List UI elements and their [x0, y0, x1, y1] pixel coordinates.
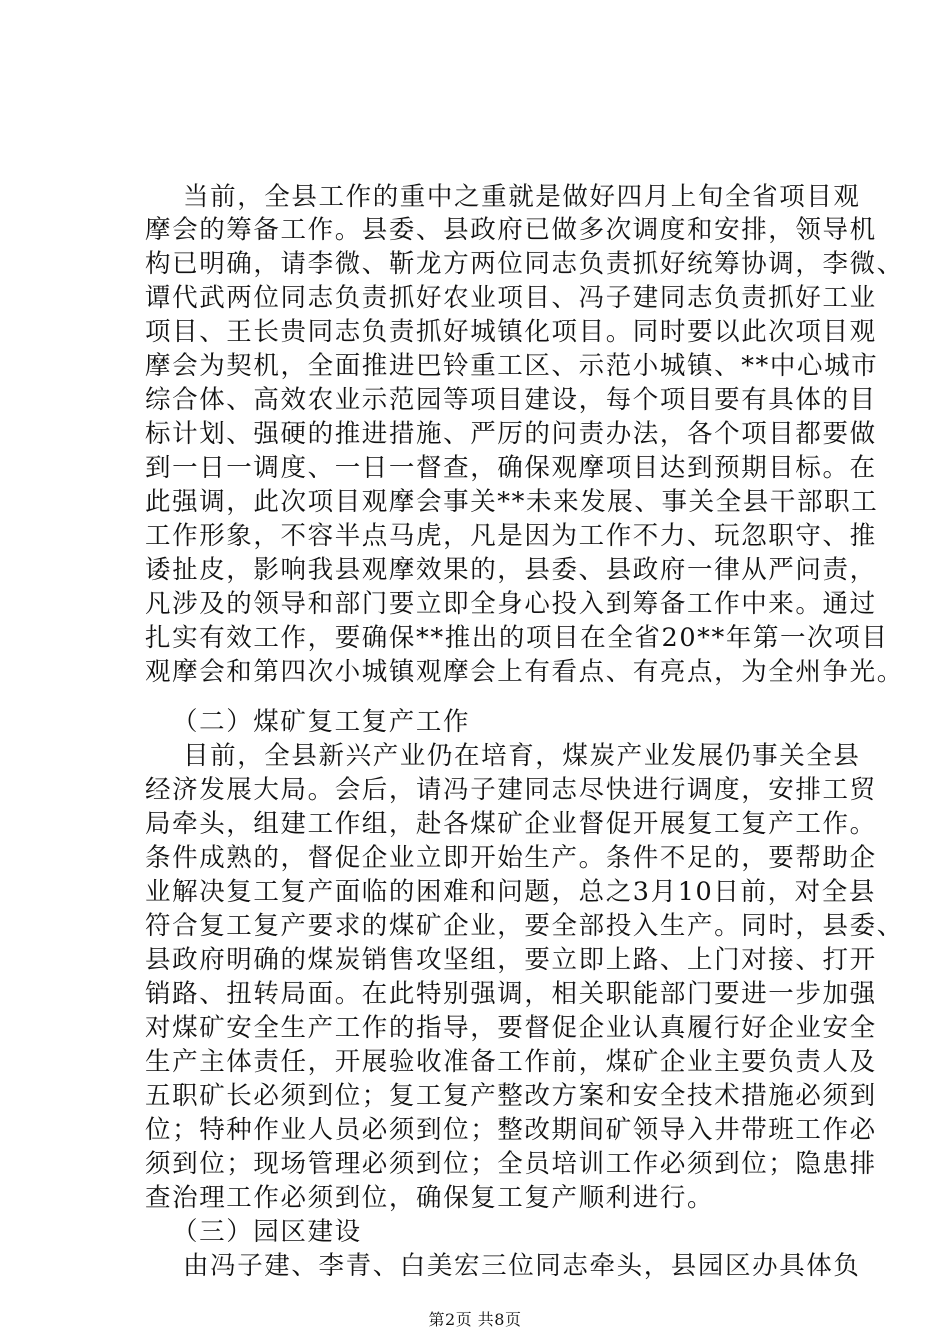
- body-text-line: 生产主体责任，开展验收准备工作前，煤矿企业主要负责人及: [145, 1047, 877, 1077]
- body-text-line: 销路、扭转局面。在此特别强调，相关职能部门要进一步加强: [145, 979, 877, 1009]
- body-text-line: （三）园区建设: [172, 1217, 362, 1247]
- body-text-line: 凡涉及的领导和部门要立即全身心投入到筹备工作中来。通过: [145, 589, 877, 619]
- body-text-line: 县政府明确的煤炭销售攻坚组，要立即上路、上门对接、打开: [145, 945, 877, 975]
- body-text-line: 摩会为契机，全面推进巴铃重工区、示范小城镇、**中心城市: [145, 351, 879, 381]
- body-text-line: 五职矿长必须到位；复工复产整改方案和安全技术措施必须到: [145, 1081, 877, 1111]
- body-text-line: 经济发展大局。会后，请冯子建同志尽快进行调度，安排工贸: [145, 775, 877, 805]
- body-text-line: 位；特种作业人员必须到位；整改期间矿领导入井带班工作必: [145, 1115, 877, 1145]
- body-text-line: （二）煤矿复工复产工作: [172, 707, 471, 737]
- body-text-line: 构已明确，请李微、靳龙方两位同志负责抓好统筹协调，李微、: [145, 249, 904, 279]
- body-text-line: 项目、王长贵同志负责抓好城镇化项目。同时要以此次项目观: [145, 317, 877, 347]
- body-text-line: 观摩会和第四次小城镇观摩会上有看点、有亮点，为全州争光。: [145, 657, 904, 687]
- body-text-line: 到一日一调度、一日一督查，确保观摩项目达到预期目标。在: [145, 453, 877, 483]
- body-text-line: 此强调，此次项目观摩会事关**未来发展、事关全县干部职工: [145, 487, 879, 517]
- body-text-line: 条件成熟的，督促企业立即开始生产。条件不足的，要帮助企: [145, 843, 877, 873]
- body-text-line: 目前，全县新兴产业仍在培育，煤炭产业发展仍事关全县: [183, 741, 861, 771]
- page-footer: 第2页 共8页: [428, 1310, 522, 1329]
- body-text-line: 谭代武两位同志负责抓好农业项目、冯子建同志负责抓好工业: [145, 283, 877, 313]
- body-text-line: 查治理工作必须到位，确保复工复产顺利进行。: [145, 1183, 715, 1213]
- body-text-line: 须到位；现场管理必须到位；全员培训工作必须到位；隐患排: [145, 1149, 877, 1179]
- body-text-line: 当前，全县工作的重中之重就是做好四月上旬全省项目观: [183, 182, 861, 212]
- body-text-line: 诿扯皮，影响我县观摩效果的，县委、县政府一律从严问责，: [145, 555, 877, 585]
- body-text-line: 摩会的筹备工作。县委、县政府已做多次调度和安排，领导机: [145, 215, 877, 245]
- body-text-line: 符合复工复产要求的煤矿企业，要全部投入生产。同时，县委、: [145, 911, 904, 941]
- body-text-line: 由冯子建、李青、白美宏三位同志牵头，县园区办具体负: [183, 1251, 861, 1281]
- body-text-line: 综合体、高效农业示范园等项目建设，每个项目要有具体的目: [145, 385, 877, 415]
- body-text-line: 对煤矿安全生产工作的指导，要督促企业认真履行好企业安全: [145, 1013, 877, 1043]
- body-text-line: 扎实有效工作，要确保**推出的项目在全省20**年第一次项目: [145, 623, 889, 653]
- body-text-line: 局牵头，组建工作组，赴各煤矿企业督促开展复工复产工作。: [145, 809, 877, 839]
- body-text-line: 工作形象，不容半点马虎，凡是因为工作不力、玩忽职守、推: [145, 521, 877, 551]
- body-text-line: 标计划、强硬的推进措施、严厉的问责办法，各个项目都要做: [145, 419, 877, 449]
- body-text-line: 业解决复工复产面临的困难和问题，总之3月10日前，对全县: [145, 877, 876, 907]
